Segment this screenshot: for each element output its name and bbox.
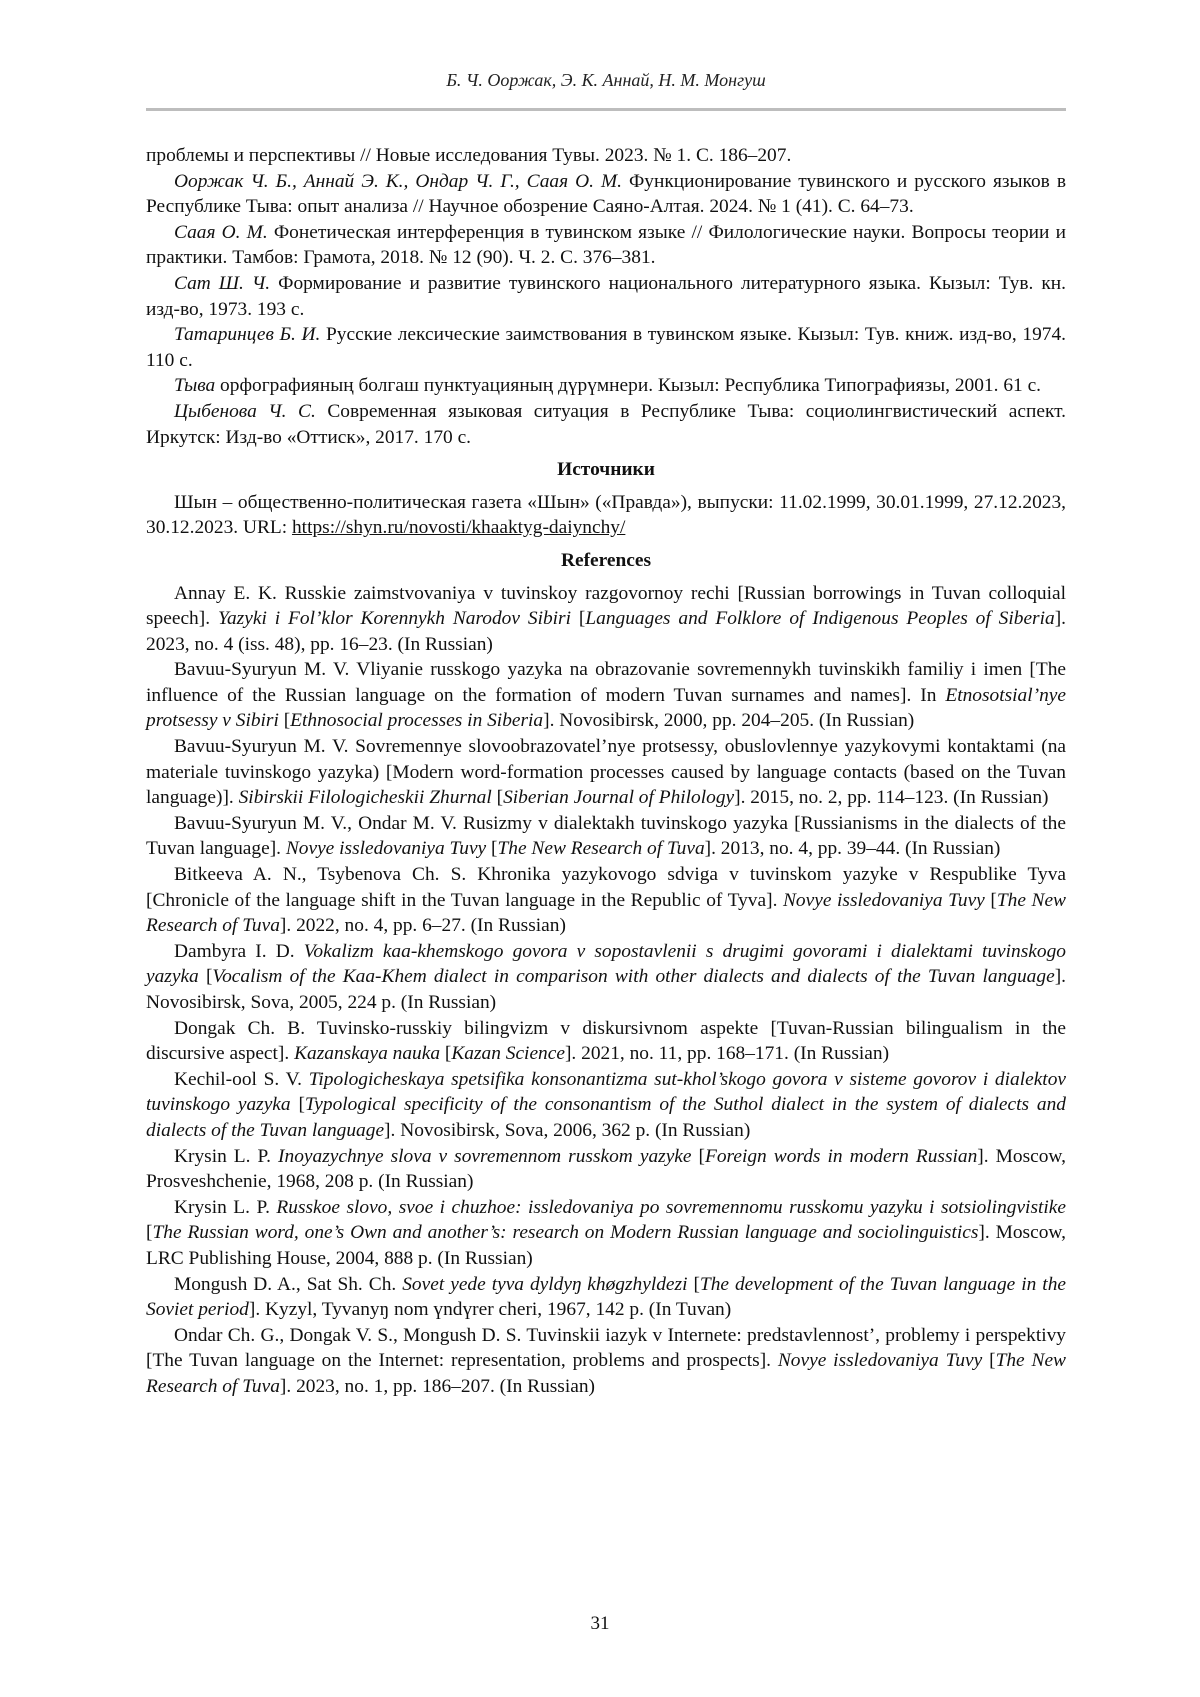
- reference-entry: Bitkeeva A. N., Tsybenova Ch. S. Khronika yazykovogo sdviga v tuvinskom yazyke v Respublike Tyva [Chronicle of the language shift in the Tuvan language in the Republic of Tyva]. Novye issledovaniya Tuvy [The New Research of Tuva]. 2022, no. 4, pp. 6–27. (In Russian): [146, 864, 1066, 937]
- entry-text: Шын – общественно-политическая газета «Шын» («Правда»), выпуски: 11.02.1999, 30.01.1999, 27.12.2023, 30.12.2023. URL:: [146, 491, 1066, 539]
- page-number: 31: [590, 1613, 610, 1634]
- bibliography-entry: [146, 399, 1066, 450]
- entry-authors: Ооржак Ч. Б., Аннай Э. К., Ондар Ч. Г., Саая О. М.: [174, 170, 622, 192]
- bibliography-entry: [146, 169, 1066, 220]
- reference-entry: Ondar Ch. G., Dongak V. S., Mongush D. S. Tuvinskii iazyk v Internete: predstavlennost’, problemy i perspektivy [The Tuvan language on the Internet: representation, problems and prospects]. Novye issledovaniya Tuvy [The New Research of Tuva]. 2023, no. 1, pp. 186–207. (In Russian): [146, 1324, 1066, 1397]
- bibliography-entry: [146, 322, 1066, 373]
- reference-entry: Bavuu-Syuryun M. V. Sovremennye slovoobrazovatel’nye protsessy, obuslovlennye yazykovymi kontaktami (na materiale tuvinskogo yazyka) [Modern word-formation processes caused by language contacts (based on the Tuvan language)]. Sibirskii Filologicheskii Zhurnal [Siberian Journal of Philology]. 2015, no. 2, pp. 114–123. (In Russian): [146, 736, 1066, 809]
- entry-text: Фонетическая интерференция в тувинском языке // Филологические науки. Вопросы теории и практики. Тамбов: Грамота, 2018. № 12 (90). Ч. 2. С. 376–381.: [146, 221, 1066, 269]
- reference-entry: Dongak Ch. B. Tuvinsko-russkiy bilingvizm v diskursivnom aspekte [Tuvan-Russian bilingualism in the discursive aspect]. Kazanskaya nauka [Kazan Science]. 2021, no. 11, pp. 168–171. (In Russian): [146, 1017, 1066, 1065]
- entry-authors: Сат Ш. Ч.: [174, 272, 271, 294]
- entry-authors: Татаринцев Б. И.: [174, 324, 321, 346]
- body-text: [146, 143, 1066, 1400]
- sources-entry: [146, 490, 1066, 541]
- reference-entry: Dambyra I. D. Vokalizm kaa-khemskogo govora v sopostavlenii s drugimi govorami i dialektami tuvinskogo yazyka [Vocalism of the Kaa-Khem dialect in comparison with other dialects and dialects of the Tuvan language]. Novosibirsk, Sova, 2005, 224 p. (In Russian): [146, 940, 1066, 1013]
- entry-text: проблемы и перспективы // Новые исследования Тувы. 2023. № 1. С. 186–207.: [146, 145, 792, 166]
- reference-entry: Mongush D. A., Sat Sh. Ch. Sovet yede tyva dyldyŋ khøgzhyldezi [The development of the Tuvan language in the Soviet period]. Kyzyl, Tyvanyŋ nom үndүrer cheri, 1967, 142 p. (In Tuvan): [146, 1273, 1066, 1321]
- entry-text: Русские лексические заимствования в тувинском языке. Кызыл: Тув. книж. изд-во, 1974. 110 с.: [146, 324, 1066, 371]
- bibliography-entry: [146, 143, 1066, 169]
- entry-authors: Тыва: [174, 375, 216, 397]
- entry-text: Современная языковая ситуация в Республике Тыва: социолингвистический аспект. Иркутск: Изд-во «Оттиск», 2017. 170 с.: [146, 400, 1066, 448]
- entry-authors: Цыбенова Ч. С.: [174, 400, 316, 422]
- header-rule: [146, 108, 1066, 111]
- bibliography-entry: [146, 220, 1066, 271]
- reference-entry: Kechil-ool S. V. Tipologicheskaya spetsifika konsonantizma sut-khol’skogo govora v sisteme govorov i dialektov tuvinskogo yazyka [Typological specificity of the consonantism of the Suthol dialect in the system of dialects and dialects of the Tuvan language]. Novosibirsk, Sova, 2006, 362 p. (In Russian): [146, 1068, 1066, 1141]
- entry-text: орфографияның болгаш пунктуацияның дүрүмнери. Кызыл: Республика Типографиязы, 2001. 61 с.: [215, 375, 1042, 397]
- sources-heading: Источники: [557, 459, 655, 481]
- reference-entry: Bavuu-Syuryun M. V., Ondar M. V. Rusizmy v dialektakh tuvinskogo yazyka [Russianisms in the dialects of the Tuvan language]. Novye issledovaniya Tuvy [The New Research of Tuva]. 2013, no. 4, pp. 39–44. (In Russian): [146, 812, 1066, 860]
- bibliography-entry: [146, 271, 1066, 322]
- entry-text: Функционирование тувинского и русского языков в Республике Тыва: опыт анализа // Научное обозрение Саяно-Алтая. 2024. № 1 (41). С. 64–73.: [146, 170, 1066, 218]
- references-heading: References: [560, 549, 652, 571]
- entry-authors: Саая О. М.: [174, 221, 268, 243]
- reference-entry: Krysin L. P. Russkoe slovo, svoe i chuzhoe: issledovaniya po sovremennomu russkomu yazyku i sotsiolingvistike [The Russian word, one’s Own and another’s: research on Modern Russian language and sociolinguistics]. Moscow, LRC Publishing House, 2004, 888 p. (In Russian): [146, 1196, 1066, 1269]
- running-head: Б. Ч. Ооржак, Э. К. Аннай, Н. М. Монгуш: [446, 70, 766, 90]
- entry-text: Формирование и развитие тувинского национального литературного языка. Кызыл: Тув. кн. изд-во, 1973. 193 с.: [146, 272, 1066, 320]
- bibliography-entry: [146, 373, 1066, 399]
- reference-entry: Annay E. K. Russkie zaimstvovaniya v tuvinskoy razgovornoy rechi [Russian borrowings in Tuvan colloquial speech]. Yazyki i Fol’klor Korennykh Narodov Sibiri [Languages and Folklore of Indigenous Peoples of Siberia]. 2023, no. 4 (iss. 48), pp. 16–23. (In Russian): [146, 582, 1067, 655]
- reference-entry: Krysin L. P. Inoyazychnye slova v sovremennom russkom yazyke [Foreign words in modern Russian]. Moscow, Prosveshchenie, 1968, 208 p. (In Russian): [146, 1145, 1067, 1193]
- reference-entry: Bavuu-Syuryun M. V. Vliyanie russkogo yazyka na obrazovanie sovremennykh tuvinskikh familiy i imen [The influence of the Russian language on the formation of modern Tuvan surnames and names]. In Etnosotsial’nye protsessy v Sibiri [Ethnosocial processes in Siberia]. Novosibirsk, 2000, pp. 204–205. (In Russian): [146, 659, 1066, 732]
- source-url-link[interactable]: https://shyn.ru/novosti/khaaktyg-daiynchy/: [291, 517, 626, 539]
